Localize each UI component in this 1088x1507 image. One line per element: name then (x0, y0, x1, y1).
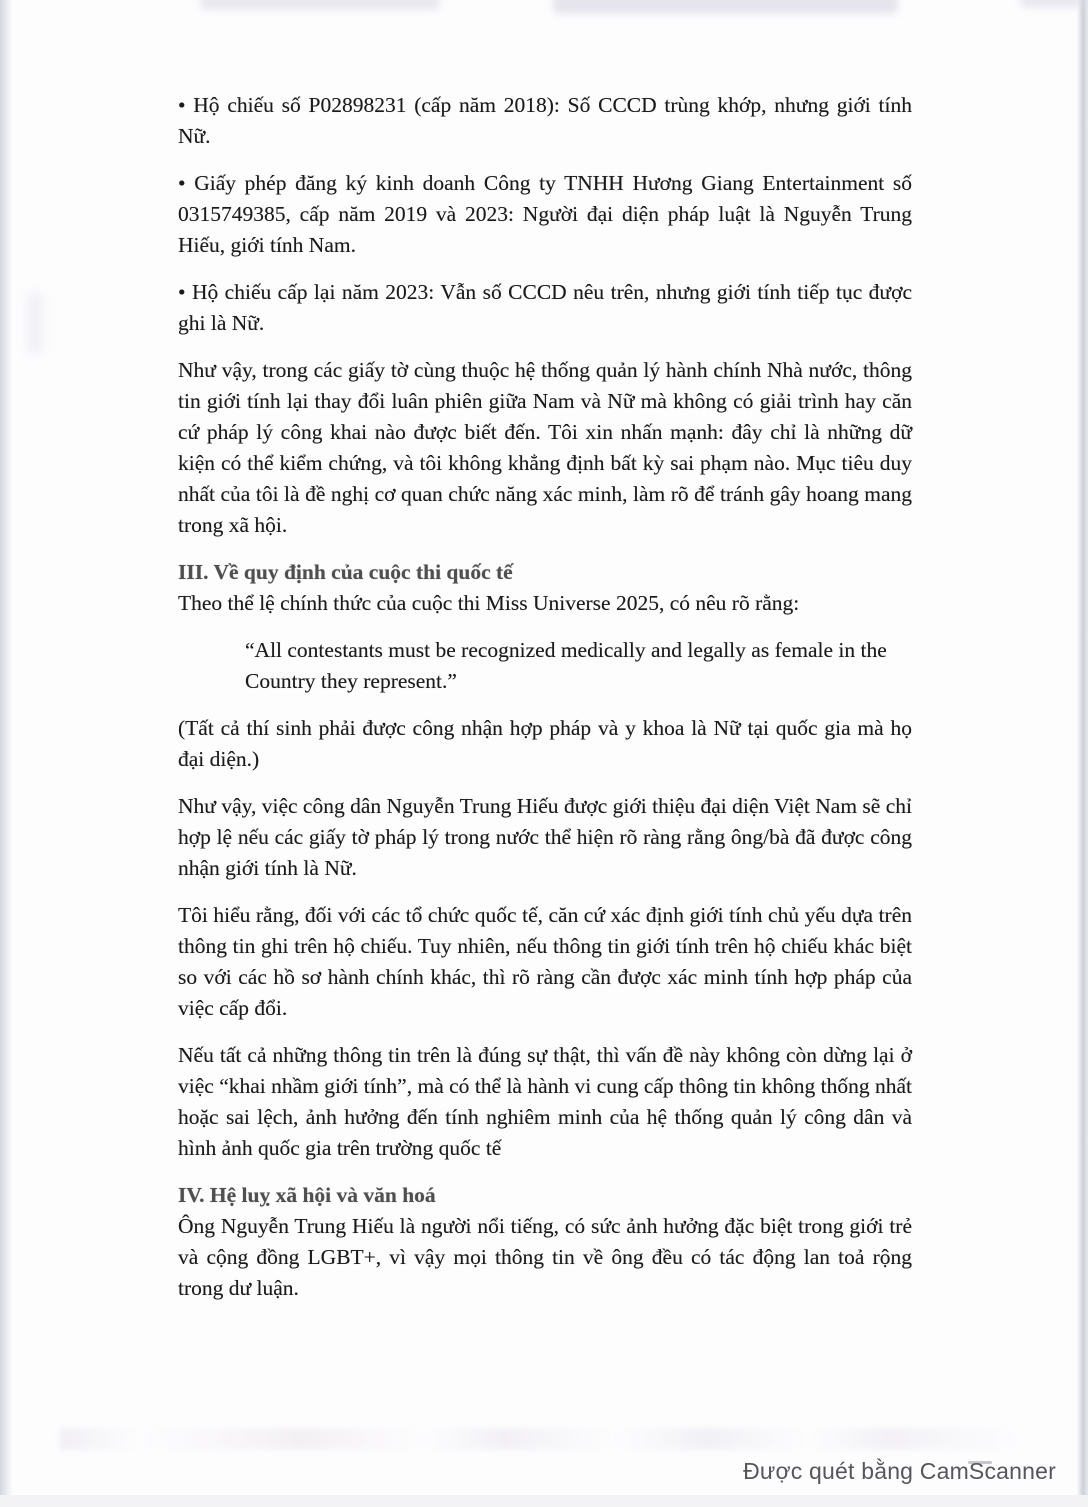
quote-miss-universe-rule: “All contestants must be recognized medically and legally as female in the Country they represent.” (245, 638, 887, 693)
document-body (178, 90, 912, 1320)
paragraph-rules-intro: Theo thể lệ chính thức của cuộc thi Miss Universe 2025, có nêu rõ rằng: (178, 591, 800, 615)
scan-smudge-left (26, 292, 44, 354)
camscanner-watermark: Được quét bằng CamScanner (743, 1458, 1056, 1484)
scan-edge-right (1077, 0, 1088, 1507)
paragraph-passport-basis: Tôi hiểu rằng, đối với các tổ chức quốc tế, căn cứ xác định giới tính chủ yếu dựa trên thông tin ghi trên hộ chiếu. Tuy nhiên, nếu thông tin giới tính trên hộ chiếu khác biệt so với các hồ sơ hành chính khác, thì rõ ràng cần được xác minh tính hợp pháp của việc cấp đổi. (178, 903, 912, 1020)
scan-edge-left (0, 0, 12, 1507)
section-heading-iii: III. Về quy định của cuộc thi quốc tế (178, 560, 513, 584)
paragraph-admin-records: Như vậy, trong các giấy tờ cùng thuộc hệ thống quản lý hành chính Nhà nước, thông tin giới tính lại thay đổi luân phiên giữa Nam và Nữ mà không có giải trình hay căn cứ pháp lý công khai nào được biết đến. Tôi xin nhấn mạnh: đây chỉ là những dữ kiện có thể kiểm chứng, và tôi không khẳng định bất kỳ sai phạm nào. Mục tiêu duy nhất của tôi là đề nghị cơ quan chức năng xác minh, làm rõ để tránh gây hoang mang trong xã hội. (178, 358, 912, 537)
bullet-item-business-license: • Giấy phép đăng ký kinh doanh Công ty TNHH Hương Giang Entertainment số 0315749385, cấp năm 2019 và 2023: Người đại diện pháp luật là Nguyễn Trung Hiếu, giới tính Nam. (178, 171, 912, 257)
scan-bleedthrough-bottom (60, 1428, 1070, 1450)
paragraph-social-impact: Ông Nguyễn Trung Hiếu là người nổi tiếng, có sức ảnh hưởng đặc biệt trong giới trẻ và cộng đồng LGBT+, vì vậy mọi thông tin về ông đều có tác động lan toả rộng trong dư luận. (178, 1214, 912, 1300)
paragraph-rule-translation: (Tất cả thí sinh phải được công nhận hợp pháp và y khoa là Nữ tại quốc gia mà họ đại diện.) (178, 716, 912, 771)
scan-bottom-strip (0, 1495, 1088, 1507)
section-heading-iv: IV. Hệ luỵ xã hội và văn hoá (178, 1183, 436, 1207)
paragraph-implications: Nếu tất cả những thông tin trên là đúng sự thật, thì vấn đề này không còn dừng lại ở việc “khai nhầm giới tính”, mà có thể là hành vi cung cấp thông tin không thống nhất hoặc sai lệch, ảnh hưởng đến tính nghiêm minh của hệ thống quản lý công dân và hình ảnh quốc gia trên trường quốc tế (178, 1043, 912, 1160)
paragraph-eligibility: Như vậy, việc công dân Nguyễn Trung Hiếu được giới thiệu đại diện Việt Nam sẽ chỉ hợp lệ nếu các giấy tờ pháp lý trong nước thể hiện rõ ràng rằng ông/bà đã được công nhận giới tính là Nữ. (178, 794, 912, 880)
scan-smudge-top (553, 0, 898, 14)
bullet-item-passport-2018: • Hộ chiếu số P02898231 (cấp năm 2018): Số CCCD trùng khớp, nhưng giới tính Nữ. (178, 93, 912, 148)
scan-smudge-top (1020, 0, 1082, 8)
bullet-item-passport-2023: • Hộ chiếu cấp lại năm 2023: Vẫn số CCCD nêu trên, nhưng giới tính tiếp tục được ghi là Nữ. (178, 280, 912, 335)
scan-smudge-top (200, 0, 440, 10)
